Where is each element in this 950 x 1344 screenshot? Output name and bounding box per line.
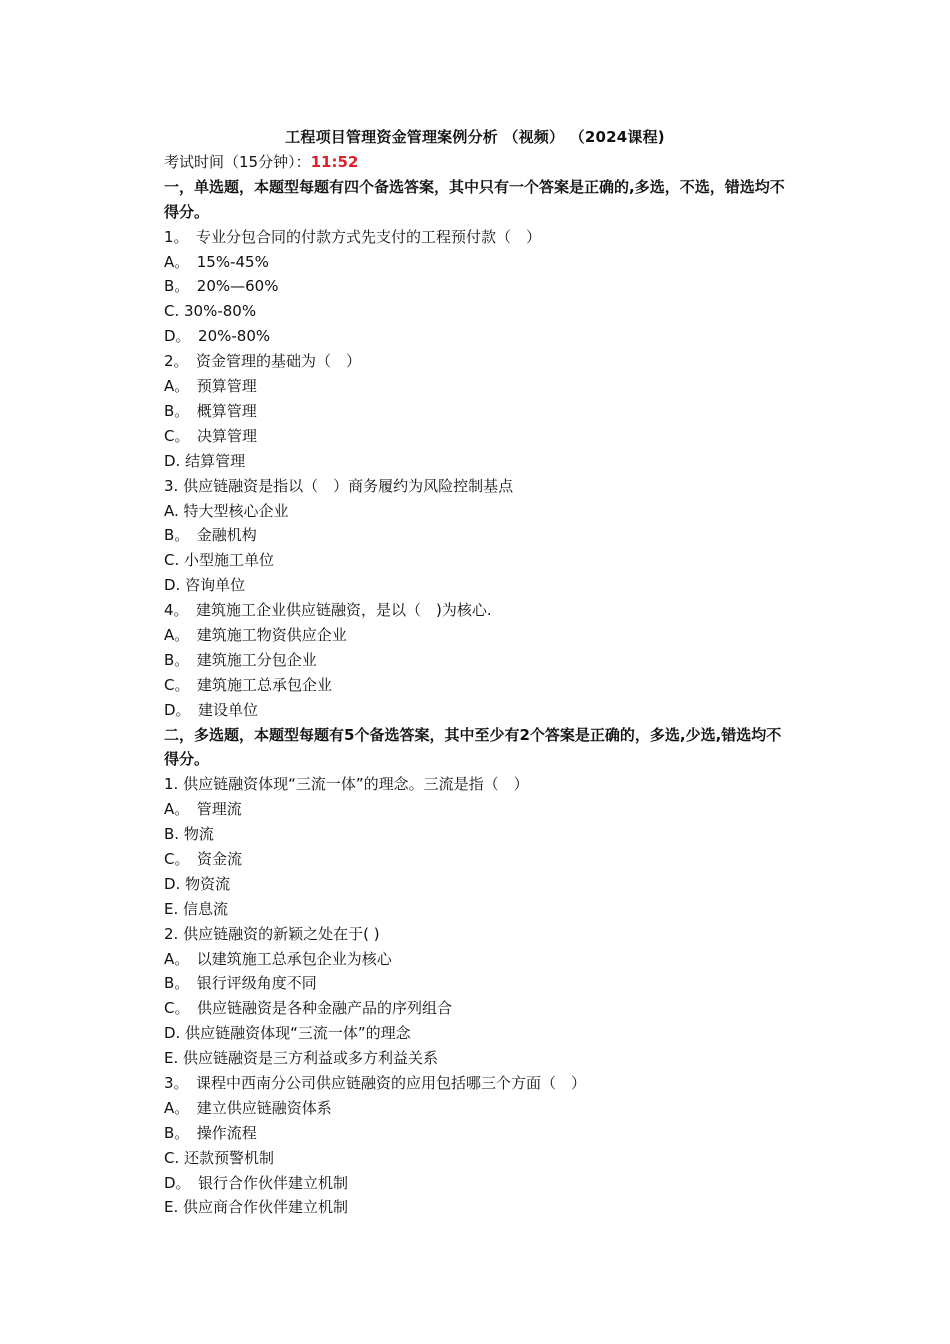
document-title: 工程项目管理资金管理案例分析 （视频） （2024课程) [285, 128, 665, 146]
question-stem: 3。 课程中西南分公司供应链融资的应用包括哪三个方面（ ） [164, 1074, 587, 1093]
answer-option[interactable]: C。 供应链融资是各种金融产品的序列组合 [164, 999, 452, 1018]
answer-option[interactable]: B。 建筑施工分包企业 [164, 650, 317, 669]
answer-option[interactable]: D. 咨询单位 [164, 576, 246, 595]
exam-time-row [164, 150, 794, 175]
answer-option[interactable]: E. 供应商合作伙伴建立机制 [164, 1198, 349, 1217]
answer-option[interactable]: C. 30%-80% [164, 302, 257, 321]
answer-option[interactable]: B。 概算管理 [164, 401, 257, 420]
answer-option[interactable]: A。 建筑施工物资供应企业 [164, 625, 347, 644]
answer-option[interactable]: D。 建设单位 [164, 700, 259, 719]
answer-option[interactable]: A。 管理流 [164, 800, 242, 819]
answer-option[interactable]: A. 特大型核心企业 [164, 501, 289, 520]
answer-option[interactable]: A。 以建筑施工总承包企业为核心 [164, 949, 392, 968]
answer-option[interactable]: D. 供应链融资体现“三流一体”的理念 [164, 1024, 411, 1043]
question-stem: 3. 供应链融资是指以（ ）商务履约为风险控制基点 [164, 476, 514, 495]
answer-option[interactable]: A。 建立供应链融资体系 [164, 1098, 332, 1117]
question-stem: 2. 供应链融资的新颖之处在于( ) [164, 924, 380, 943]
question-stem: 4。 建筑施工企业供应链融资，是以（ )为核心. [164, 601, 492, 620]
answer-option[interactable]: D. 物资流 [164, 874, 231, 893]
answer-option[interactable]: D. 结算管理 [164, 451, 246, 470]
answer-option[interactable]: A。 15%-45% [164, 252, 269, 271]
section2-heading: 二，多选题，本题型每题有5个备选答案，其中至少有2个答案是正确的，多选,少选,错选均不得分。 [164, 725, 782, 769]
question-stem: 2。 资金管理的基础为（ ） [164, 352, 362, 371]
document-body [164, 150, 794, 1220]
exam-time-label: 考试时间（15分钟）： [164, 153, 311, 171]
answer-option[interactable]: C。 决算管理 [164, 426, 257, 445]
countdown-timer: 11:52 [310, 153, 359, 171]
answer-option[interactable]: B。 20%—60% [164, 277, 279, 296]
answer-option[interactable]: B。 金融机构 [164, 526, 257, 545]
answer-option[interactable]: A。 预算管理 [164, 377, 257, 396]
answer-option[interactable]: C。 资金流 [164, 850, 242, 868]
answer-option[interactable]: E. 信息流 [164, 899, 229, 918]
answer-option[interactable]: B. 物流 [164, 825, 214, 844]
answer-option[interactable]: C. 小型施工单位 [164, 551, 275, 570]
question-stem: 1。 专业分包合同的付款方式先支付的工程预付款（ ） [164, 227, 542, 246]
answer-option[interactable]: D。 银行合作伙伴建立机制 [164, 1173, 349, 1192]
answer-option[interactable]: B。 操作流程 [164, 1123, 257, 1142]
answer-option[interactable]: C。 建筑施工总承包企业 [164, 675, 332, 694]
answer-option[interactable]: D。 20%-80% [164, 327, 271, 346]
question-stem: 1. 供应链融资体现“三流一体”的理念。三流是指（ ） [164, 775, 529, 794]
answer-option[interactable]: C. 还款预警机制 [164, 1148, 275, 1167]
answer-option[interactable]: B。 银行评级角度不同 [164, 974, 317, 993]
answer-option[interactable]: E. 供应链融资是三方利益或多方利益关系 [164, 1049, 439, 1068]
section1-heading: 一，单选题，本题型每题有四个备选答案，其中只有一个答案是正确的,多选，不选，错选均不得分。 [164, 177, 785, 221]
